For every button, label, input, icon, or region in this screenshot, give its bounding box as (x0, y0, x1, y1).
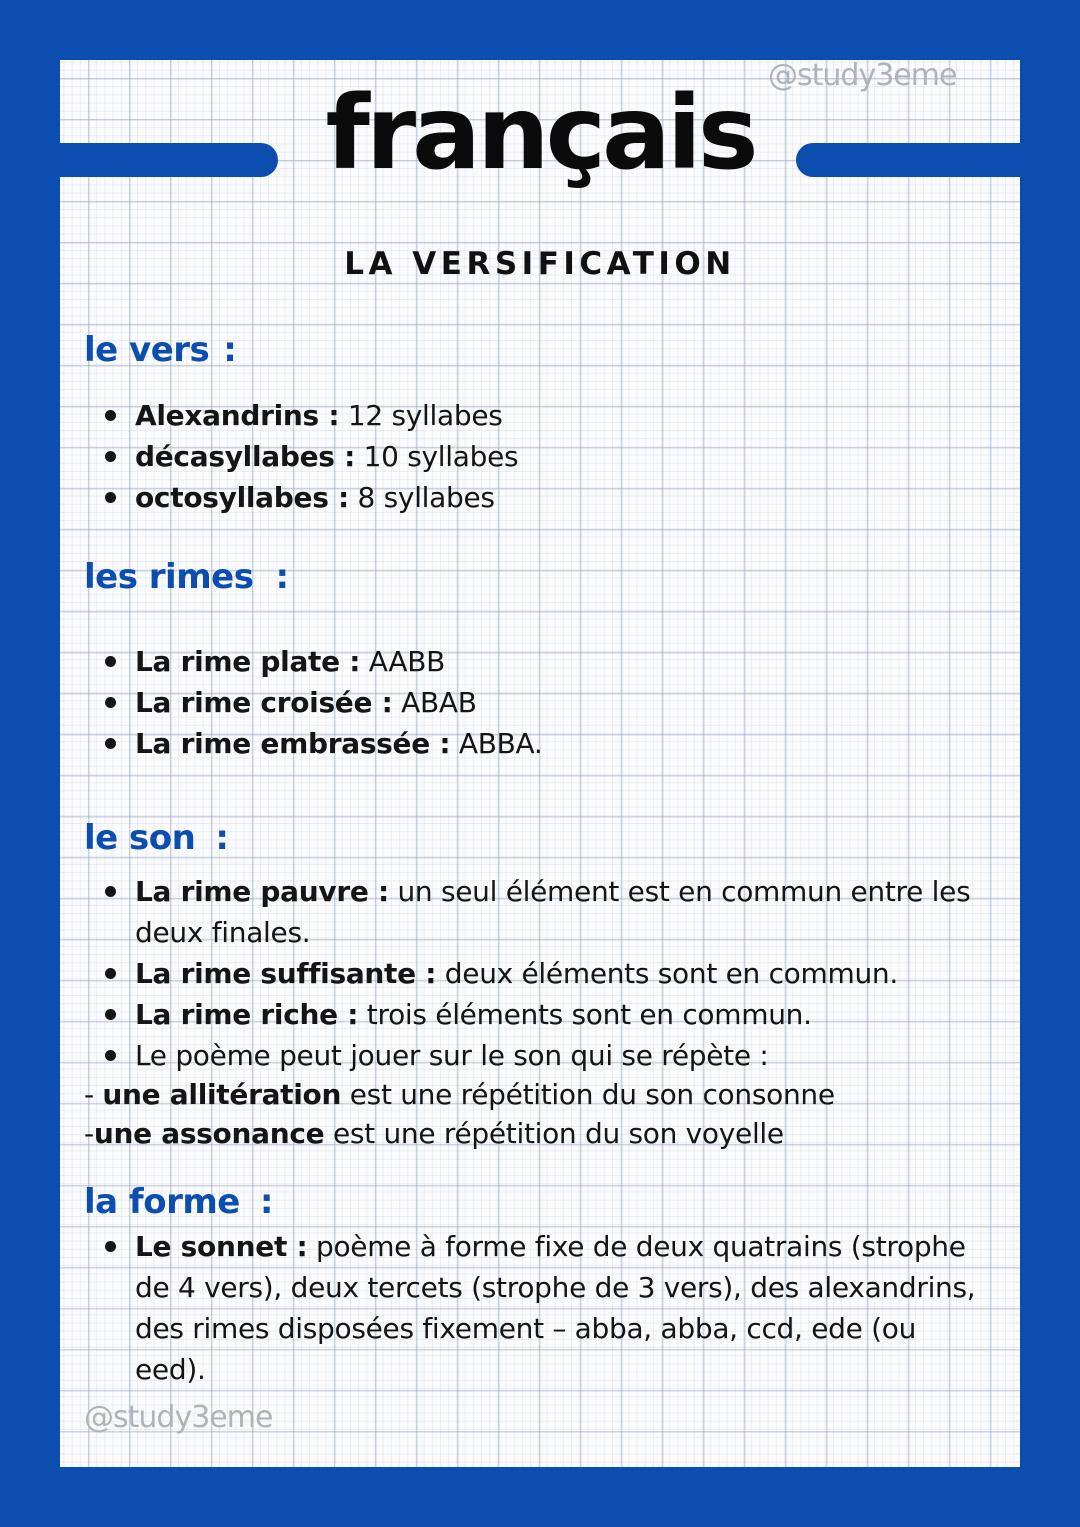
item-desc: est une répétition du son voyelle (324, 1117, 784, 1150)
item-term: La rime plate : (135, 645, 361, 678)
item-desc: poème à forme fixe de deux quatrains (strophe de 4 vers), deux tercets (strophe de 3 vers), des alexandrins, des rimes disposées fixement – abba, abba, ccd, ede (ou eed). (135, 1230, 976, 1386)
section-colon: : (259, 1182, 273, 1222)
item-desc: ABBA. (450, 727, 543, 760)
item-term: une assonance (93, 1117, 325, 1150)
list-item (104, 682, 1004, 723)
item-term: La rime pauvre : (135, 875, 389, 908)
item-term: Le sonnet : (135, 1230, 308, 1263)
section-title-rimes (84, 557, 289, 597)
bullet-icon (105, 1050, 116, 1061)
item-desc: 12 syllabes (339, 399, 503, 432)
section-colon: : (215, 818, 229, 858)
item-desc: 8 syllabes (348, 481, 495, 514)
bullet-icon (105, 968, 116, 979)
list-item (104, 723, 1004, 764)
list-item (104, 1226, 984, 1390)
section-title-text: le vers (84, 330, 210, 370)
item-desc: deux éléments sont en commun. (436, 957, 898, 990)
section-title-forme (84, 1182, 273, 1222)
list-item (104, 953, 1004, 994)
list-son (104, 871, 1004, 1076)
bullet-icon (105, 410, 116, 421)
list-rimes (104, 641, 1004, 764)
list-item (104, 1035, 1004, 1076)
bullet-icon (105, 697, 116, 708)
item-desc: trois éléments sont en commun. (358, 998, 812, 1031)
title-bar-left (60, 143, 278, 177)
page-subtitle: LA VERSIFICATION (344, 246, 736, 282)
item-desc: AABB (360, 645, 446, 678)
dash-item-alliteration (84, 1075, 835, 1115)
watermark-top: @study3eme (768, 58, 957, 93)
item-term: La rime embrassée : (135, 727, 451, 760)
section-colon: : (223, 330, 237, 370)
section-title-text: la forme (84, 1182, 240, 1222)
dash-prefix: - (84, 1078, 103, 1111)
page-title: français (325, 74, 755, 193)
list-vers (104, 395, 1004, 518)
list-item (104, 641, 1004, 682)
item-desc: un seul élément est en commun entre les deux finales. (135, 875, 971, 949)
section-title-vers (84, 330, 236, 370)
list-forme (104, 1226, 984, 1390)
item-term: une allitération (102, 1078, 342, 1111)
dash-prefix: - (84, 1117, 94, 1150)
item-term: La rime suffisante : (135, 957, 437, 990)
item-desc: est une répétition du son consonne (341, 1078, 835, 1111)
bullet-icon (105, 656, 116, 667)
dash-item-assonance (84, 1114, 784, 1154)
bullet-icon (105, 738, 116, 749)
section-title-text: le son (84, 818, 196, 858)
item-desc: Le poème peut jouer sur le son qui se répète : (135, 1039, 769, 1072)
list-item (104, 436, 1004, 477)
watermark-bottom: @study3eme (84, 1400, 273, 1435)
item-term: La rime riche : (135, 998, 359, 1031)
list-item (104, 871, 1004, 953)
bullet-icon (105, 1009, 116, 1020)
item-desc: 10 syllabes (354, 440, 519, 473)
bullet-icon (105, 492, 116, 503)
bullet-icon (105, 1241, 116, 1252)
item-desc: ABAB (392, 686, 477, 719)
bullet-icon (105, 886, 116, 897)
item-term: décasyllabes : (135, 440, 355, 473)
item-term: La rime croisée : (135, 686, 393, 719)
title-bar-right (796, 143, 1020, 177)
bullet-icon (105, 451, 116, 462)
list-item (104, 477, 1004, 518)
section-colon: : (275, 557, 289, 597)
section-title-text: les rimes (84, 557, 254, 597)
item-term: octosyllabes : (135, 481, 349, 514)
list-item (104, 994, 1004, 1035)
item-term: Alexandrins : (135, 399, 340, 432)
section-title-son (84, 818, 228, 858)
list-item (104, 395, 1004, 436)
